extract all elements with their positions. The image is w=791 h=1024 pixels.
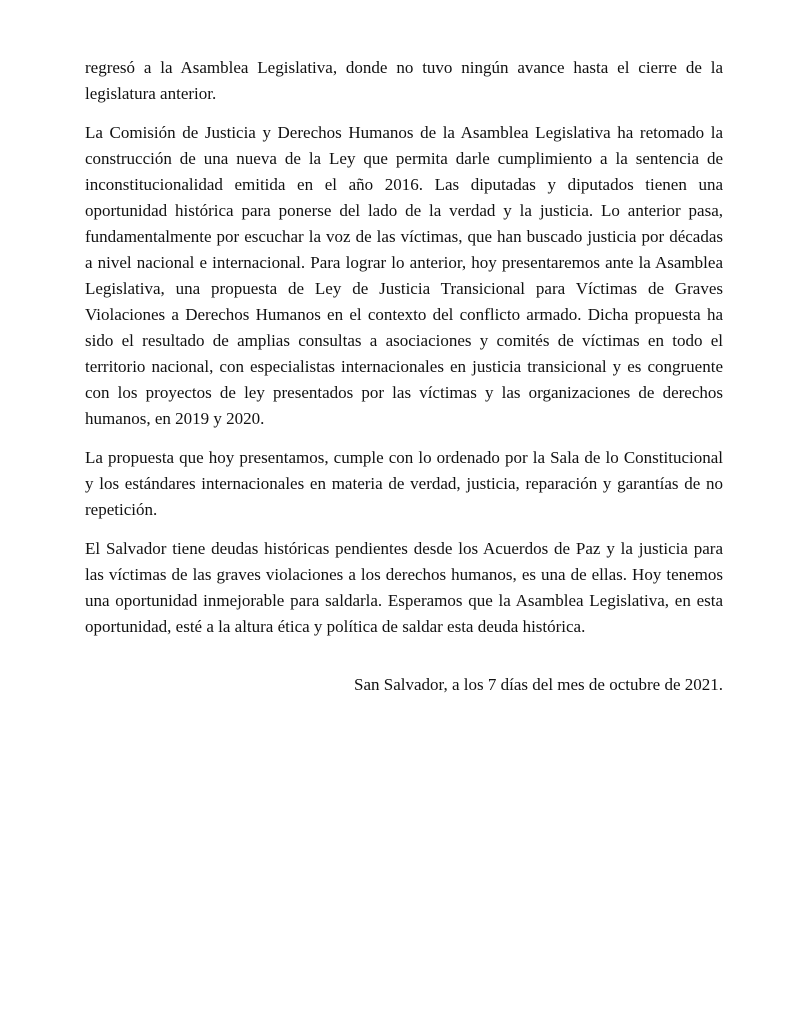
document-body (85, 55, 723, 698)
paragraph-continuation: regresó a la Asamblea Legislativa, donde no tuvo ningún avance hasta el cierre de la legislatura anterior. (85, 58, 723, 103)
paragraph-comision-justicia: La Comisión de Justicia y Derechos Humanos de la Asamblea Legislativa ha retomado la construcción de una nueva de la Ley que permita darle cumplimiento a la sentencia de inconstitucionalidad emitida en el año 2016. Las diputadas y diputados tienen una oportunidad histórica para ponerse del lado de la verdad y la justicia. Lo anterior pasa, fundamentalmente por escuchar la voz de las víctimas, que han buscado justicia por décadas a nivel nacional e internacional. Para lograr lo anterior, hoy presentaremos ante la Asamblea Legislativa, una propuesta de Ley de Justicia Transicional para Víctimas de Graves Violaciones a Derechos Humanos en el contexto del conflicto armado. Dicha propuesta ha sido el resultado de amplias consultas a asociaciones y comités de víctimas en todo el territorio nacional, con especialistas internacionales en justicia transicional y es congruente con los proyectos de ley presentados por las víctimas y las organizaciones de derechos humanos, en 2019 y 2020. (85, 123, 723, 428)
paragraph-deudas-historicas: El Salvador tiene deudas históricas pendientes desde los Acuerdos de Paz y la justicia para las víctimas de las graves violaciones a los derechos humanos, es una de ellas. Hoy tenemos una oportunidad inmejorable para saldarla. Esperamos que la Asamblea Legislativa, en esta oportunidad, esté a la altura ética y política de saldar esta deuda histórica. (85, 539, 723, 636)
paragraph-propuesta: La propuesta que hoy presentamos, cumple con lo ordenado por la Sala de lo Constitucional y los estándares internacionales en materia de verdad, justicia, reparación y garantías de no repetición. (85, 448, 723, 519)
dateline: San Salvador, a los 7 días del mes de octubre de 2021. (354, 675, 723, 694)
